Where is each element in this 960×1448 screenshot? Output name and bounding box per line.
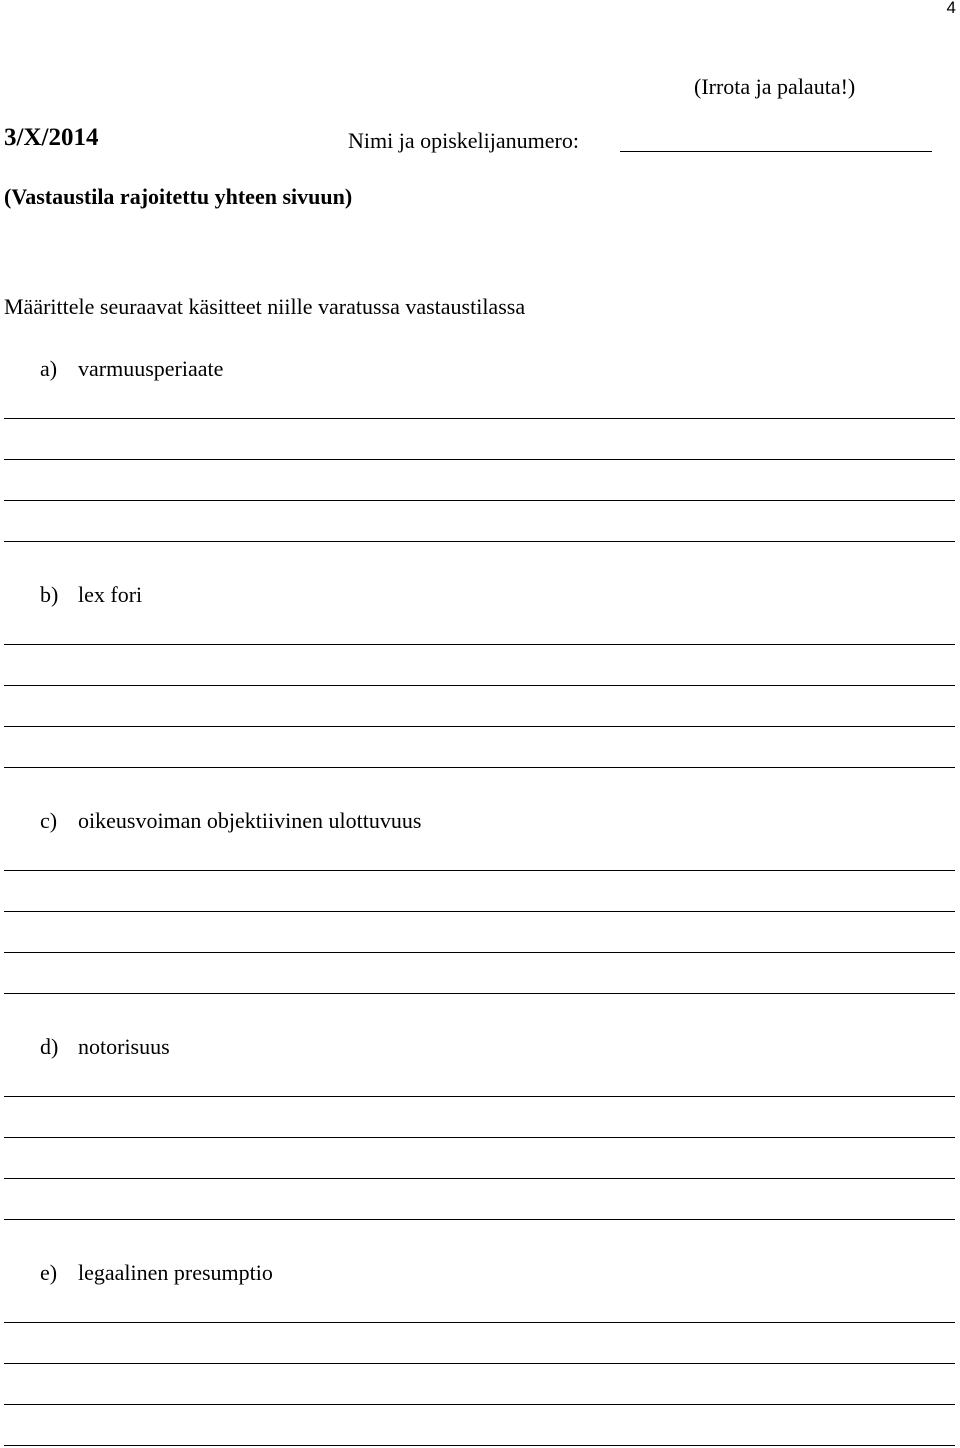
item-c: [40, 808, 421, 834]
answer-line[interactable]: [4, 993, 955, 994]
answer-line[interactable]: [4, 1219, 955, 1220]
answer-line[interactable]: [4, 418, 955, 419]
answer-line[interactable]: [4, 459, 955, 460]
answer-line[interactable]: [4, 500, 955, 501]
answer-line[interactable]: [4, 644, 955, 645]
answer-space-note: (Vastaustila rajoitettu yhteen sivuun): [4, 184, 353, 209]
answer-line[interactable]: [4, 911, 955, 912]
answer-line[interactable]: [4, 870, 955, 871]
item-e: [40, 1260, 273, 1286]
answer-line[interactable]: [4, 1178, 955, 1179]
item-a: [40, 356, 223, 382]
return-note: (Irrota ja palauta!): [694, 74, 856, 99]
item-letter: a): [40, 356, 58, 381]
name-label: Nimi ja opiskelijanumero:: [348, 128, 579, 153]
answer-line[interactable]: [4, 952, 955, 953]
answer-line[interactable]: [4, 1322, 955, 1323]
answer-line[interactable]: [4, 1404, 955, 1405]
item-d: [40, 1034, 170, 1060]
item-term: varmuusperiaate: [78, 356, 224, 381]
exam-code: 3/X/2014: [4, 124, 99, 151]
item-term: notorisuus: [78, 1034, 170, 1059]
name-answer-line[interactable]: [620, 151, 932, 152]
item-term: legaalinen presumptio: [78, 1260, 273, 1285]
answer-line[interactable]: [4, 1445, 955, 1446]
item-letter: d): [40, 1034, 59, 1059]
item-term: lex fori: [78, 582, 143, 607]
item-letter: b): [40, 582, 59, 607]
item-b: [40, 582, 142, 608]
instructions: Määrittele seuraavat käsitteet niille varatussa vastaustilassa: [4, 294, 526, 319]
answer-line[interactable]: [4, 1137, 955, 1138]
answer-line[interactable]: [4, 1096, 955, 1097]
answer-line[interactable]: [4, 726, 955, 727]
item-term: oikeusvoiman objektiivinen ulottuvuus: [78, 808, 422, 833]
item-letter: c): [40, 808, 58, 833]
answer-line[interactable]: [4, 541, 955, 542]
answer-line[interactable]: [4, 685, 955, 686]
item-letter: e): [40, 1260, 58, 1285]
answer-line[interactable]: [4, 767, 955, 768]
answer-line[interactable]: [4, 1363, 955, 1364]
page-number: 4: [946, 0, 956, 17]
